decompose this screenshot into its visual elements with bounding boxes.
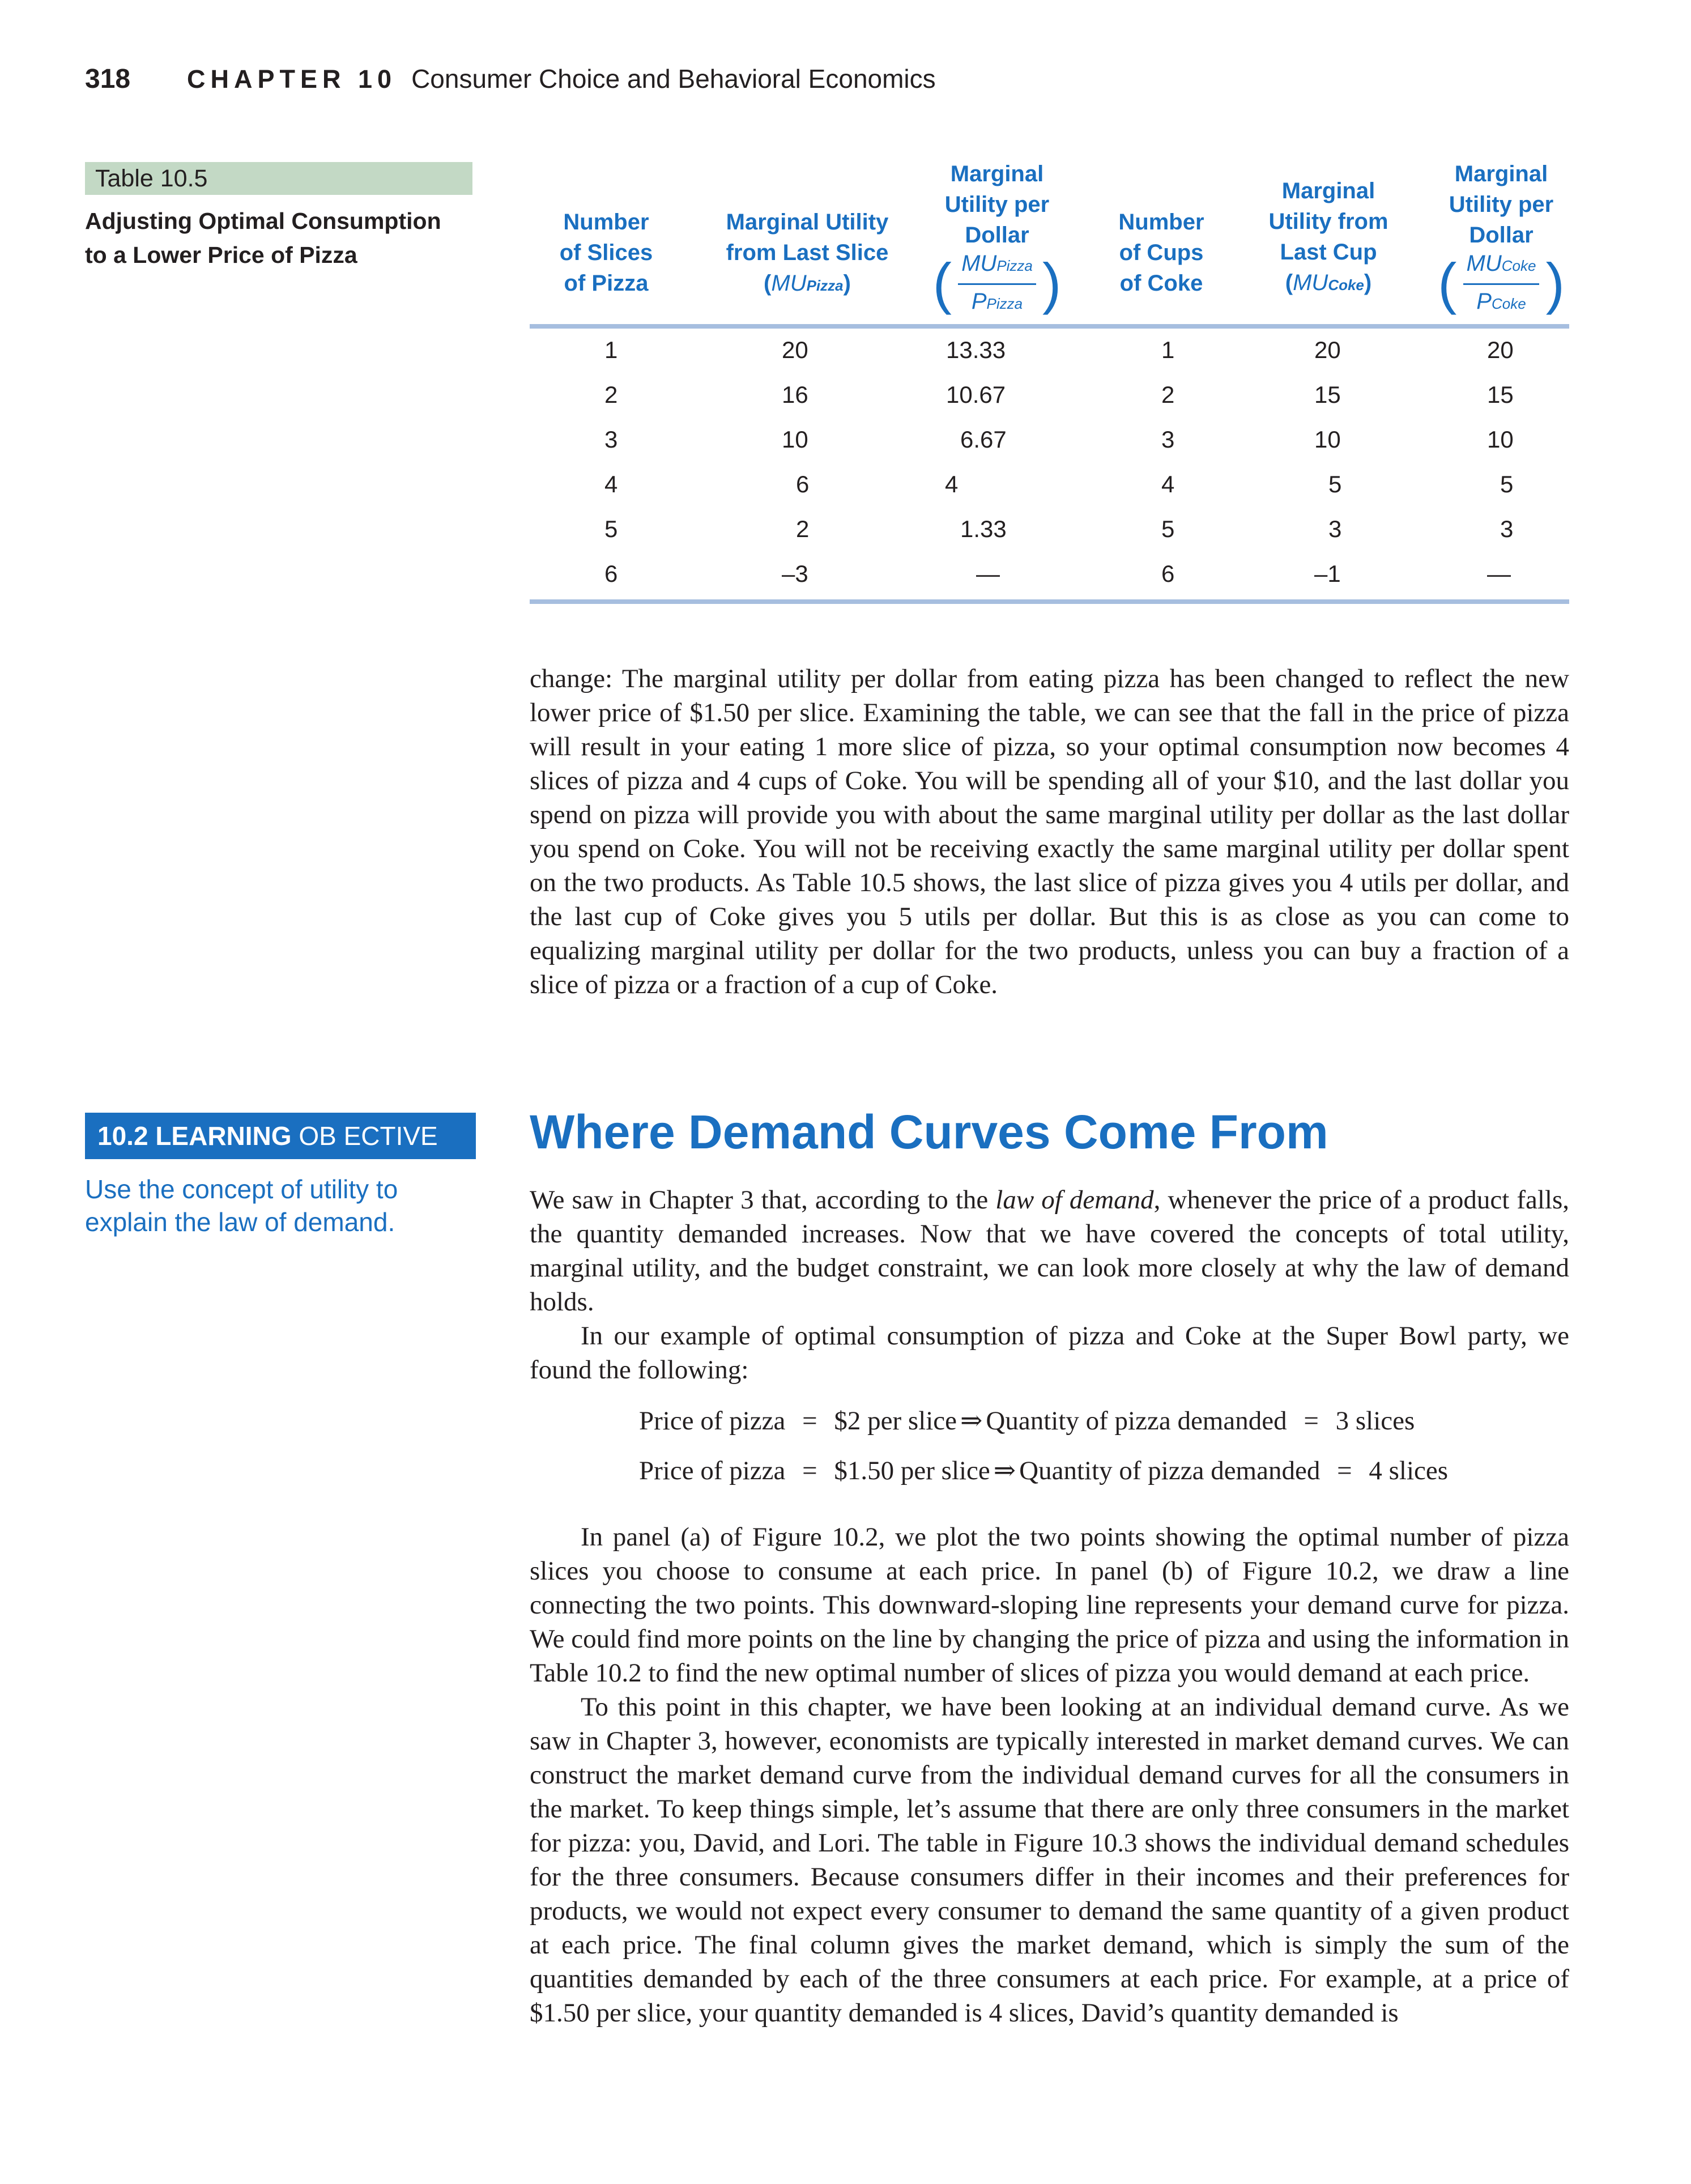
col-header-text: of Cups <box>1119 240 1204 265</box>
paragraph-text: In our example of optimal consumption of pizza and Coke at the Super Bowl party, we found the following: <box>530 1321 1569 1385</box>
cell-slices: 4 <box>604 471 618 497</box>
cell-cups: 1 <box>1161 337 1175 363</box>
eq-right: Quantity of pizza demanded <box>1019 1456 1321 1485</box>
eq-price: $1.50 per slice <box>834 1456 990 1485</box>
col-header-text: Number <box>563 210 649 235</box>
table-row <box>530 374 1569 419</box>
eq-left: Price of pizza <box>639 1456 786 1485</box>
table-caption-line-1: Adjusting Optimal Consumption <box>85 208 441 234</box>
cell-slices: 5 <box>604 516 618 542</box>
mu-symbol-sub: Coke <box>1328 276 1364 293</box>
paragraph-text: In panel (a) of Figure 10.2, we plot the two points showing the optimal number of pizza slices you choose to consume at each price. In panel (b) of Figure 10.2, we draw a line connecting the two points. This downward-sloping line represents your demand curve for pizza. We could find more points on the line by changing the price of pizza and using the information in Table 10.2 to find the new optimal number of slices of pizza you would demand at each price. <box>530 1522 1569 1688</box>
cell-mu-pizza: –3 <box>782 560 808 587</box>
implies-icon: ⇒ <box>993 1456 1016 1485</box>
fraction-numerator: MU <box>961 251 997 276</box>
cell-mu-per-dollar-pizza: 13.33 <box>946 337 1006 363</box>
cell-mu-per-dollar-pizza: — <box>976 560 1000 587</box>
fraction-numerator-sub: Coke <box>1501 257 1536 274</box>
paragraph-text-part: We saw in Chapter 3 that, according to the <box>530 1185 996 1215</box>
body-paragraph-2 <box>530 1183 1569 1387</box>
cell-slices: 1 <box>604 337 618 363</box>
lo-number: 10.2 <box>97 1121 148 1151</box>
paragraph-text: change: The marginal utility per dollar from eating pizza has been changed to reflect the new lower price of $1.50 per slice. Examining the table, we can see that the fall in the price of pizza will result in your eating 1 more slice of pizza, so your optimal consumption now becomes 4 slices of pizza and 4 cups of Coke. You will be spending all of your $10, and the last dollar you spend on pizza will provide you with about the same marginal utility per dollar as the last dollar you spend on Coke. You will not be receiving exactly the same marginal utility per dollar spent on the two products. As Table 10.5 shows, the last slice of pizza gives you 4 utils per dollar, and the last cup of Coke gives you 5 utils per dollar. But this is as close as you can come to equalizing marginal utility per dollar for the two products, unless you can buy a fraction of a slice of pizza or a fraction of a cup of Coke. <box>530 664 1569 999</box>
body-paragraph-1 <box>530 662 1569 1002</box>
eq-result: 4 slices <box>1369 1456 1449 1485</box>
table-bottom-rule <box>530 599 1569 604</box>
col-header-text: Number <box>1118 210 1204 235</box>
table-row <box>530 419 1569 463</box>
cell-mu-per-dollar-pizza: 10.67 <box>946 381 1006 408</box>
cell-slices: 2 <box>604 381 618 408</box>
col-header-mu-per-dollar-coke <box>1428 159 1575 319</box>
cell-mu-coke: –1 <box>1314 560 1341 587</box>
cell-mu-per-dollar-coke: 20 <box>1487 337 1514 363</box>
col-header-text: Last Cup <box>1280 240 1377 265</box>
mu-symbol-sub: Pizza <box>806 277 844 294</box>
cell-mu-per-dollar-pizza: 1.33 <box>960 516 1007 542</box>
eq-equals: = <box>802 1406 817 1436</box>
mu-per-dollar-coke-fraction: ( $\frac{\text{MUCoke}}{\text{PCoke}}$ ) <box>1428 248 1575 319</box>
cell-mu-per-dollar-pizza: 6.67 <box>960 426 1007 453</box>
table-caption-line-2: to a Lower Price of Pizza <box>85 242 357 268</box>
fraction-denominator-sub: Pizza <box>986 295 1023 312</box>
equation-2 <box>639 1455 1448 1486</box>
lo-learning: LEARNING <box>155 1121 292 1151</box>
eq-equals: = <box>1337 1456 1352 1485</box>
table-row <box>530 464 1569 508</box>
mu-symbol-base: MU <box>1293 270 1328 295</box>
col-header-mu-pizza <box>694 207 921 301</box>
table-label: Table 10.5 <box>85 162 472 195</box>
cell-cups: 5 <box>1161 516 1175 542</box>
paragraph-text <box>530 1183 1569 1319</box>
col-header-text: of Pizza <box>564 271 649 296</box>
eq-right: Quantity of pizza demanded <box>986 1406 1287 1436</box>
eq-result: 3 slices <box>1335 1406 1415 1436</box>
col-header-text: Utility per <box>944 192 1050 217</box>
fraction-numerator-sub: Pizza <box>996 257 1033 274</box>
eq-left: Price of pizza <box>639 1406 786 1436</box>
col-header-text: Marginal Utility <box>726 210 889 235</box>
eq-equals: = <box>1304 1406 1319 1436</box>
eq-price: $2 per slice <box>834 1406 957 1436</box>
emphasis-law-of-demand: law of demand <box>995 1185 1154 1215</box>
table-row <box>530 554 1569 598</box>
cell-mu-pizza: 2 <box>796 516 810 542</box>
table-top-rule <box>530 324 1569 329</box>
mu-symbol-base: MU <box>771 271 807 296</box>
mu-coke-symbol: (MUCoke) <box>1285 270 1372 295</box>
cell-mu-coke: 3 <box>1328 516 1342 542</box>
col-header-text: Dollar <box>1469 223 1534 248</box>
fraction-denominator: P <box>1476 289 1492 314</box>
cell-mu-coke: 15 <box>1314 381 1341 408</box>
cell-mu-coke: 20 <box>1314 337 1341 363</box>
table-caption <box>85 204 482 272</box>
cell-slices: 3 <box>604 426 618 453</box>
cell-mu-per-dollar-coke: 10 <box>1487 426 1514 453</box>
col-header-text: Marginal <box>950 161 1044 186</box>
cell-cups: 6 <box>1161 560 1175 587</box>
eq-equals: = <box>802 1456 817 1485</box>
fraction-denominator-sub: Coke <box>1491 295 1526 312</box>
col-header-mu-per-dollar-pizza <box>923 159 1071 319</box>
cell-cups: 3 <box>1161 426 1175 453</box>
col-header-cups <box>1099 207 1224 299</box>
cell-cups: 4 <box>1161 471 1175 497</box>
running-header <box>85 63 936 103</box>
cell-cups: 2 <box>1161 381 1175 408</box>
implies-icon: ⇒ <box>960 1406 983 1436</box>
col-header-text: of Coke <box>1119 271 1203 296</box>
cell-mu-per-dollar-coke: — <box>1487 560 1511 587</box>
col-header-text: Utility from <box>1268 209 1388 234</box>
equation-1 <box>639 1405 1415 1436</box>
col-header-text: Utility per <box>1449 192 1554 217</box>
col-header-text: Marginal <box>1454 161 1548 186</box>
cell-mu-per-dollar-coke: 3 <box>1500 516 1514 542</box>
cell-mu-per-dollar-pizza: 4 <box>945 471 959 497</box>
cell-slices: 6 <box>604 560 618 587</box>
col-header-text: Dollar <box>965 223 1029 248</box>
cell-mu-pizza: 6 <box>796 471 810 497</box>
paragraph-text-part: , whenever the price of a product falls, the quantity demanded increases. Now that we have covered the concepts of total utility, marginal utility, and the budget constraint, we can look more closely at why the law of demand holds. <box>530 1185 1569 1317</box>
col-header-text: from Last Slice <box>726 240 889 265</box>
col-header-mu-coke <box>1243 176 1413 300</box>
cell-mu-per-dollar-coke: 5 <box>1500 471 1514 497</box>
page-number: 318 <box>85 64 131 94</box>
table-row <box>530 509 1569 553</box>
section-heading: Where Demand Curves Come From <box>530 1105 1328 1159</box>
fraction-numerator: MU <box>1466 251 1502 276</box>
mu-per-dollar-pizza-fraction: ( $\frac{\text{MUPizza}}{\text{PPizza}}$ ) <box>923 248 1071 319</box>
cell-mu-pizza: 16 <box>782 381 808 408</box>
fraction-denominator: P <box>971 289 987 314</box>
chapter-title: Consumer Choice and Behavioral Economics <box>411 64 936 93</box>
learning-objective-text: Use the concept of utility to explain the law of demand. <box>85 1174 398 1237</box>
cell-mu-coke: 10 <box>1314 426 1341 453</box>
mu-pizza-symbol: (MUPizza) <box>764 271 851 296</box>
cell-mu-coke: 5 <box>1328 471 1342 497</box>
cell-mu-per-dollar-coke: 15 <box>1487 381 1514 408</box>
lo-objective: OB ECTIVE <box>299 1121 438 1151</box>
col-header-text: of Slices <box>559 240 653 265</box>
learning-objective-tag <box>85 1113 476 1159</box>
cell-mu-pizza: 20 <box>782 337 808 363</box>
paragraph-text: To this point in this chapter, we have been looking at an individual demand curve. As we saw in Chapter 3, however, economists are typically interested in market demand curves. We can construct the market demand curve from the individual demand curves for all the consumers in the market. To keep things simple, let’s assume that there are only three consumers in the market for pizza: you, David, and Lori. The table in Figure 10.3 shows the individual demand schedules for the three consumers. Because consumers differ in their incomes and their preferences for products, we would not expect every consumer to demand the same quantity of a given product at each price. The final column gives the market demand, which is simply the sum of the quantities demanded by each of the three consumers at each price. For example, at a price of $1.50 per slice, your quantity demanded is 4 slices, David’s quantity demanded is <box>530 1692 1569 2028</box>
col-header-text: Marginal <box>1281 178 1375 203</box>
body-paragraph-3 <box>530 1520 1569 2030</box>
cell-mu-pizza: 10 <box>782 426 808 453</box>
table-row <box>530 330 1569 374</box>
col-header-slices <box>544 207 668 299</box>
chapter-label: CHAPTER 10 <box>187 65 397 93</box>
